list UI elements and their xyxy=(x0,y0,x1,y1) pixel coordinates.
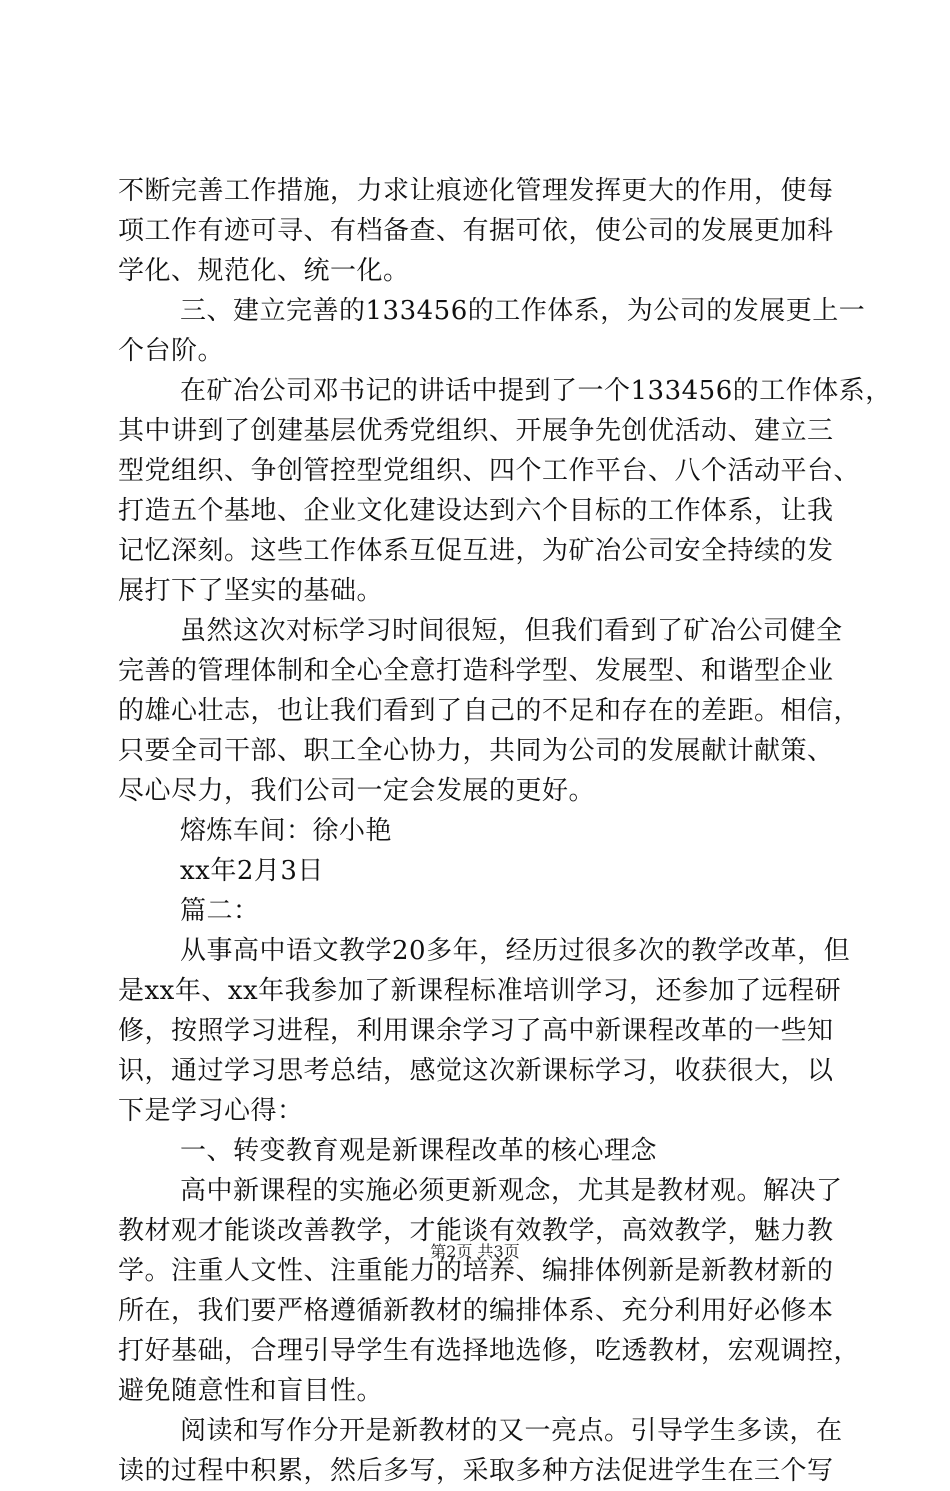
text-line: 记忆深刻。这些工作体系互促互进，为矿冶公司安全持续的发 xyxy=(118,536,834,566)
text-line: 型党组织、争创管控型党组织、四个工作平台、八个活动平台、 xyxy=(118,456,861,486)
document-body xyxy=(118,171,892,1491)
text-line: 完善的管理体制和全心全意打造科学型、发展型、和谐型企业 xyxy=(118,656,834,686)
text-line: 一、转变教育观是新课程改革的核心理念 xyxy=(180,1136,658,1166)
text-line: 打造五个基地、企业文化建设达到六个目标的工作体系，让我 xyxy=(118,496,834,526)
text-line: xx年2月3日 xyxy=(180,856,324,886)
text-line: 从事高中语文教学20多年，经历过很多次的教学改革，但 xyxy=(180,936,851,966)
text-line: 个台阶。 xyxy=(118,336,225,366)
text-line: 在矿冶公司邓书记的讲话中提到了一个133456的工作体系， xyxy=(180,376,892,406)
text-line: 学化、规范化、统一化。 xyxy=(118,256,410,286)
text-line: 教材观才能谈改善教学，才能谈有效教学，高效教学，魅力教 xyxy=(118,1216,834,1246)
text-line: 所在，我们要严格遵循新教材的编排体系、充分利用好必修本 xyxy=(118,1296,834,1326)
text-line: 篇二： xyxy=(180,896,260,926)
page-footer: 第2页 共3页 xyxy=(430,1242,520,1261)
text-line: 尽心尽力，我们公司一定会发展的更好。 xyxy=(118,776,596,806)
text-line: 阅读和写作分开是新教材的又一亮点。引导学生多读，在 xyxy=(180,1416,843,1446)
text-line: 避免随意性和盲目性。 xyxy=(118,1376,384,1406)
text-line: 熔炼车间：徐小艳 xyxy=(180,816,393,846)
text-line: 读的过程中积累，然后多写，采取多种方法促进学生在三个写 xyxy=(118,1456,834,1486)
text-line: 其中讲到了创建基层优秀党组织、开展争先创优活动、建立三 xyxy=(118,416,834,446)
text-line: 高中新课程的实施必须更新观念，尤其是教材观。解决了 xyxy=(180,1176,843,1206)
text-line: 展打下了坚实的基础。 xyxy=(118,576,384,606)
text-line: 项工作有迹可寻、有档备查、有据可依，使公司的发展更加科 xyxy=(118,216,834,246)
text-line: 只要全司干部、职工全心协力，共同为公司的发展献计献策、 xyxy=(118,736,834,766)
text-line: 修，按照学习进程，利用课余学习了高中新课程改革的一些知 xyxy=(118,1016,834,1046)
text-line: 虽然这次对标学习时间很短，但我们看到了矿冶公司健全 xyxy=(180,616,843,646)
text-line: 下是学习心得： xyxy=(118,1096,304,1126)
text-line: 三、建立完善的133456的工作体系，为公司的发展更上一 xyxy=(180,296,866,326)
text-line: 识，通过学习思考总结，感觉这次新课标学习，收获很大，以 xyxy=(118,1056,834,1086)
text-line: 不断完善工作措施，力求让痕迹化管理发挥更大的作用，使每 xyxy=(118,176,834,206)
text-line: 学。注重人文性、注重能力的培养、编排体例新是新教材新的 xyxy=(118,1256,834,1286)
text-line: 的雄心壮志，也让我们看到了自己的不足和存在的差距。相信， xyxy=(118,696,861,726)
text-line: 打好基础，合理引导学生有选择地选修，吃透教材，宏观调控， xyxy=(118,1336,861,1366)
text-line: 是xx年、xx年我参加了新课程标准培训学习，还参加了远程研 xyxy=(118,976,842,1006)
